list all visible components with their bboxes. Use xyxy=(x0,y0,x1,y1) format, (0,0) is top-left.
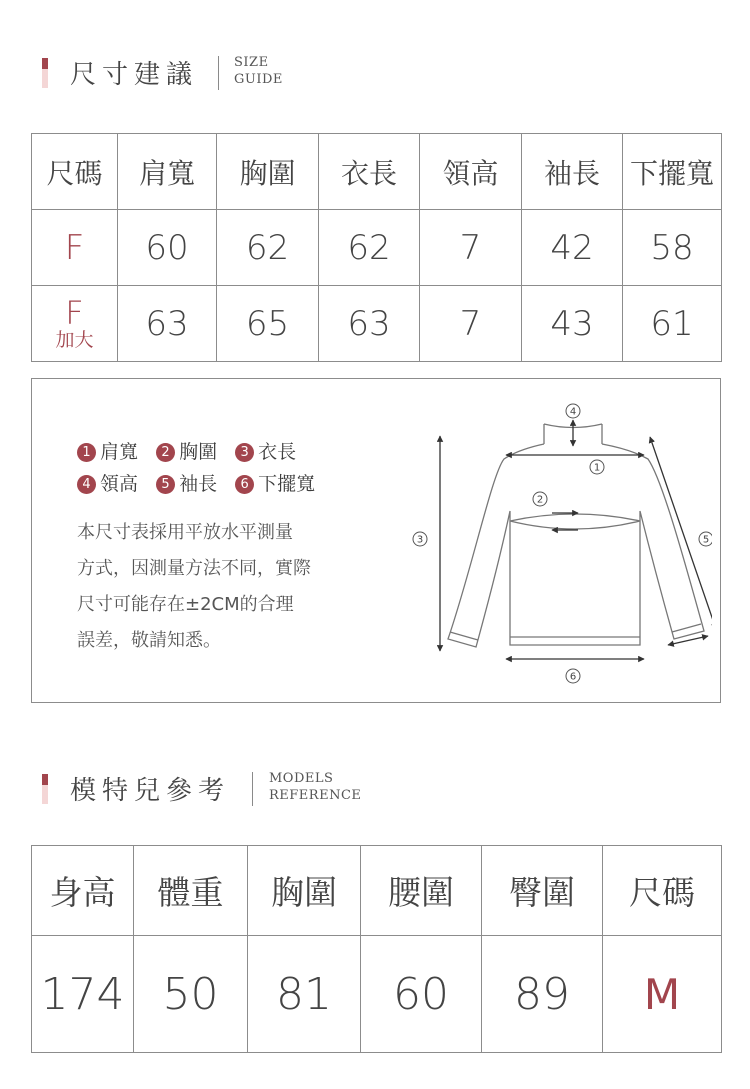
size-suffix: 加大 xyxy=(55,329,94,351)
note-line: 誤差，敬請知悉。 xyxy=(77,630,221,651)
model-table-header-row xyxy=(32,846,722,936)
legend-item xyxy=(156,469,217,496)
table-cell: 63 xyxy=(118,286,217,362)
header-height: 身高 xyxy=(32,846,134,936)
model-reference-title: 模特兒參考 xyxy=(70,776,231,806)
table-cell: 60 xyxy=(361,936,482,1053)
number-badge-icon: 6 xyxy=(235,475,254,494)
header-bust: 胸圍 xyxy=(248,846,361,936)
model-size-cell: M xyxy=(603,936,722,1053)
size-table xyxy=(31,133,722,362)
marker-4: 4 xyxy=(569,406,577,418)
note-line: 方式，因測量方法不同，實際 xyxy=(77,558,311,579)
table-cell: 7 xyxy=(420,210,522,286)
table-row xyxy=(32,936,722,1053)
marker-2: 2 xyxy=(536,494,544,506)
heading-divider xyxy=(252,772,253,806)
model-reference-title-en xyxy=(269,770,361,804)
table-row xyxy=(32,286,722,362)
table-cell: 89 xyxy=(482,936,603,1053)
legend-item xyxy=(77,437,138,464)
marker-6: 6 xyxy=(569,671,577,683)
table-row xyxy=(32,210,722,286)
table-cell: 58 xyxy=(623,210,722,286)
header-size: 尺碼 xyxy=(32,134,118,210)
table-cell: 62 xyxy=(319,210,420,286)
header-size: 尺碼 xyxy=(603,846,722,936)
heading-accent-bar xyxy=(42,774,48,804)
title-en-line1: SIZE xyxy=(234,55,269,70)
table-cell: 174 xyxy=(32,936,134,1053)
number-badge-icon: 1 xyxy=(77,443,96,462)
header-waist: 腰圍 xyxy=(361,846,482,936)
table-cell: 7 xyxy=(420,286,522,362)
header-hem: 下擺寬 xyxy=(623,134,722,210)
marker-3: 3 xyxy=(416,534,424,546)
marker-5: 5 xyxy=(702,534,710,546)
title-en-line2: REFERENCE xyxy=(269,788,362,803)
heading-accent-bar xyxy=(42,58,48,88)
table-cell: 63 xyxy=(319,286,420,362)
size-table-header-row xyxy=(32,134,722,210)
legend-row-1 xyxy=(77,437,308,464)
legend-item xyxy=(156,437,217,464)
table-cell: 43 xyxy=(522,286,623,362)
heading-divider xyxy=(218,56,219,90)
size-guide-title-en xyxy=(234,54,283,88)
legend-item xyxy=(235,437,296,464)
table-cell: 61 xyxy=(623,286,722,362)
header-chest: 胸圍 xyxy=(217,134,319,210)
legend-row-2 xyxy=(77,469,327,496)
table-cell: 50 xyxy=(134,936,248,1053)
number-badge-icon: 5 xyxy=(156,475,175,494)
size-label: F xyxy=(32,210,118,286)
measurement-guide-box xyxy=(31,378,721,703)
note-line: 本尺寸表採用平放水平測量 xyxy=(77,522,293,543)
table-cell: 65 xyxy=(217,286,319,362)
header-shoulder: 肩寬 xyxy=(118,134,217,210)
garment-diagram xyxy=(392,389,712,689)
number-badge-icon: 4 xyxy=(77,475,96,494)
header-hip: 臀圍 xyxy=(482,846,603,936)
marker-1: 1 xyxy=(593,462,601,474)
sweater-outline xyxy=(448,424,704,647)
legend-label: 衣長 xyxy=(258,441,297,463)
legend-label: 袖長 xyxy=(179,473,218,495)
table-cell: 42 xyxy=(522,210,623,286)
number-badge-icon: 3 xyxy=(235,443,254,462)
note-line: 尺寸可能存在±2CM的合理 xyxy=(77,594,294,615)
legend-item xyxy=(77,469,138,496)
legend-item xyxy=(235,469,315,496)
legend-label: 領高 xyxy=(100,473,139,495)
size-label xyxy=(32,286,118,362)
size-guide-title: 尺寸建議 xyxy=(70,60,199,90)
table-cell: 81 xyxy=(248,936,361,1053)
table-cell: 60 xyxy=(118,210,217,286)
measure-arrows xyxy=(440,420,712,659)
title-en-line2: GUIDE xyxy=(234,72,283,87)
legend-label: 下擺寬 xyxy=(258,473,316,495)
header-collar: 領高 xyxy=(420,134,522,210)
table-cell: 62 xyxy=(217,210,319,286)
header-sleeve: 袖長 xyxy=(522,134,623,210)
legend-label: 肩寬 xyxy=(100,441,139,463)
header-length: 衣長 xyxy=(319,134,420,210)
size-letter: F xyxy=(65,294,84,332)
model-table xyxy=(31,845,722,1053)
title-en-line1: MODELS xyxy=(269,771,334,786)
number-badge-icon: 2 xyxy=(156,443,175,462)
header-weight: 體重 xyxy=(134,846,248,936)
legend-label: 胸圍 xyxy=(179,441,218,463)
measurement-note xyxy=(77,515,327,659)
